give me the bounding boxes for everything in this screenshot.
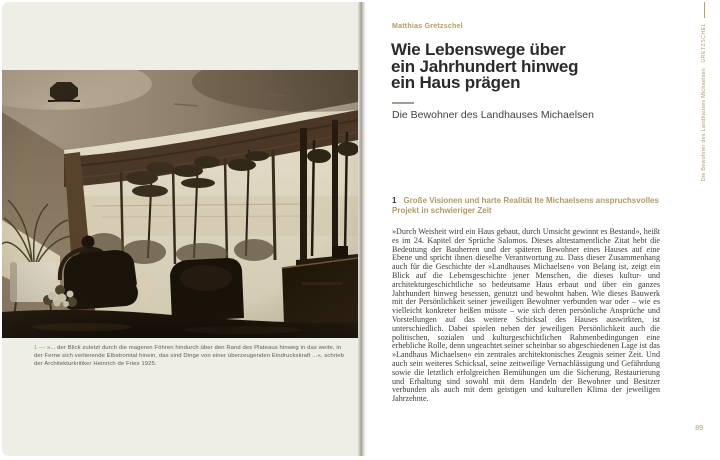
running-head (701, 2, 707, 181)
caption-number: 1 — (34, 345, 47, 351)
section-heading-text: Große Visionen und harte Realität Ite Michaelsens anspruchsvolles Projekt in schwieriger Zeit (392, 196, 659, 215)
chapter-title-line1: Wie Lebenswege über (391, 40, 566, 59)
caption-text: »... der Blick zuletzt durch die mageren Föhren hindurch über den Rand des Plateaus hinweg in das weite, in der Ferne sich verlierende Elbstromtal hinein, das sind Dinge von einer überzeugenden Eindruckskraft ...«, schrieb der Architekturkritiker Heinrich de Fries 1925. (34, 345, 345, 367)
chapter-title-line3: ein Haus prägen (391, 73, 521, 92)
chapter-title (391, 42, 578, 92)
chapter-title-line2: ein Jahrhundert hinweg (391, 56, 579, 76)
spine-divider (358, 2, 366, 456)
author-name: Matthias Gretzschel (392, 23, 463, 30)
running-head-rule (704, 2, 705, 18)
title-divider (392, 102, 414, 104)
running-head-title: Die Bewohner des Landhauses Michaelsen (701, 67, 707, 182)
section-number: 1 (392, 196, 397, 205)
interior-photo (2, 70, 358, 338)
left-page (2, 2, 362, 456)
interior-photo-illustration (2, 70, 358, 338)
body-text: »Durch Weisheit wird ein Haus gebaut, durch Umsicht gewinnt es Bestand«, heißt es im 24. Kapitel der Sprüche Salomos. Dieses alttestamentliche Zitat hebt die Bedeutung der Bauherren und der späteren Bewohner eines Hauses auf eine Ebene und spricht ihnen dieselbe Verantwortung zu. Dass dieser Zusammenhang auch für die Geschichte der »Landhauses Michaelsen« von Belang ist, zeigt ein Blick auf die Lebensgeschichte jener Menschen, die dieses kultur- und architekturgeschichtliche so bedeutsame Haus erbaut und über ein ganzes Jahrhundert hinweg besessen, genutzt und bewohnt haben. Wie dieses Bauwerk mit der Persönlichkeit seiner jeweiligen Bewohner verbunden war oder – wie es vielleicht konkreter heißen müsste – wie sich deren persönliche Ansprüche und Vorstellungen auf das weitere Schicksal des Hauses auswirkten, ist unterschiedlich. Dabei spielen neben der jeweiligen Persönlichkeit auch die politischen, sozialen und kulturgeschichtlichen Rahmenbedingungen eine erhebliche Rolle, denn ungeachtet seiner scheinbar so abgeschiedenen Lage ist das »Landhaus Michaelsen« ein zentrales architektonisches Zeugnis seiner Zeit. Und auch sein weiteres Schicksal, seine zeitweilige Vernachlässigung und Gefährdung sowie die letztlich erfolgreichen Bemühungen um die Sicherung, Restaurierung und Erhaltung sind sowohl mit dem Handeln der Bewohner und Besitzer verbunden als auch mit dem geistigen und kulturellen Klima der jeweiligen Jahrzehnte. (392, 227, 660, 404)
book-spread (2, 2, 718, 456)
page-number: 89 (695, 425, 703, 432)
section-heading (392, 196, 664, 215)
running-head-text (701, 23, 707, 181)
photo-vignette (2, 70, 358, 338)
chapter-subtitle: Die Bewohner des Landhauses Michaelsen (392, 109, 594, 121)
running-head-author: GRETZSCHEL (701, 23, 707, 63)
right-page (366, 2, 718, 456)
photo-caption (34, 344, 348, 368)
